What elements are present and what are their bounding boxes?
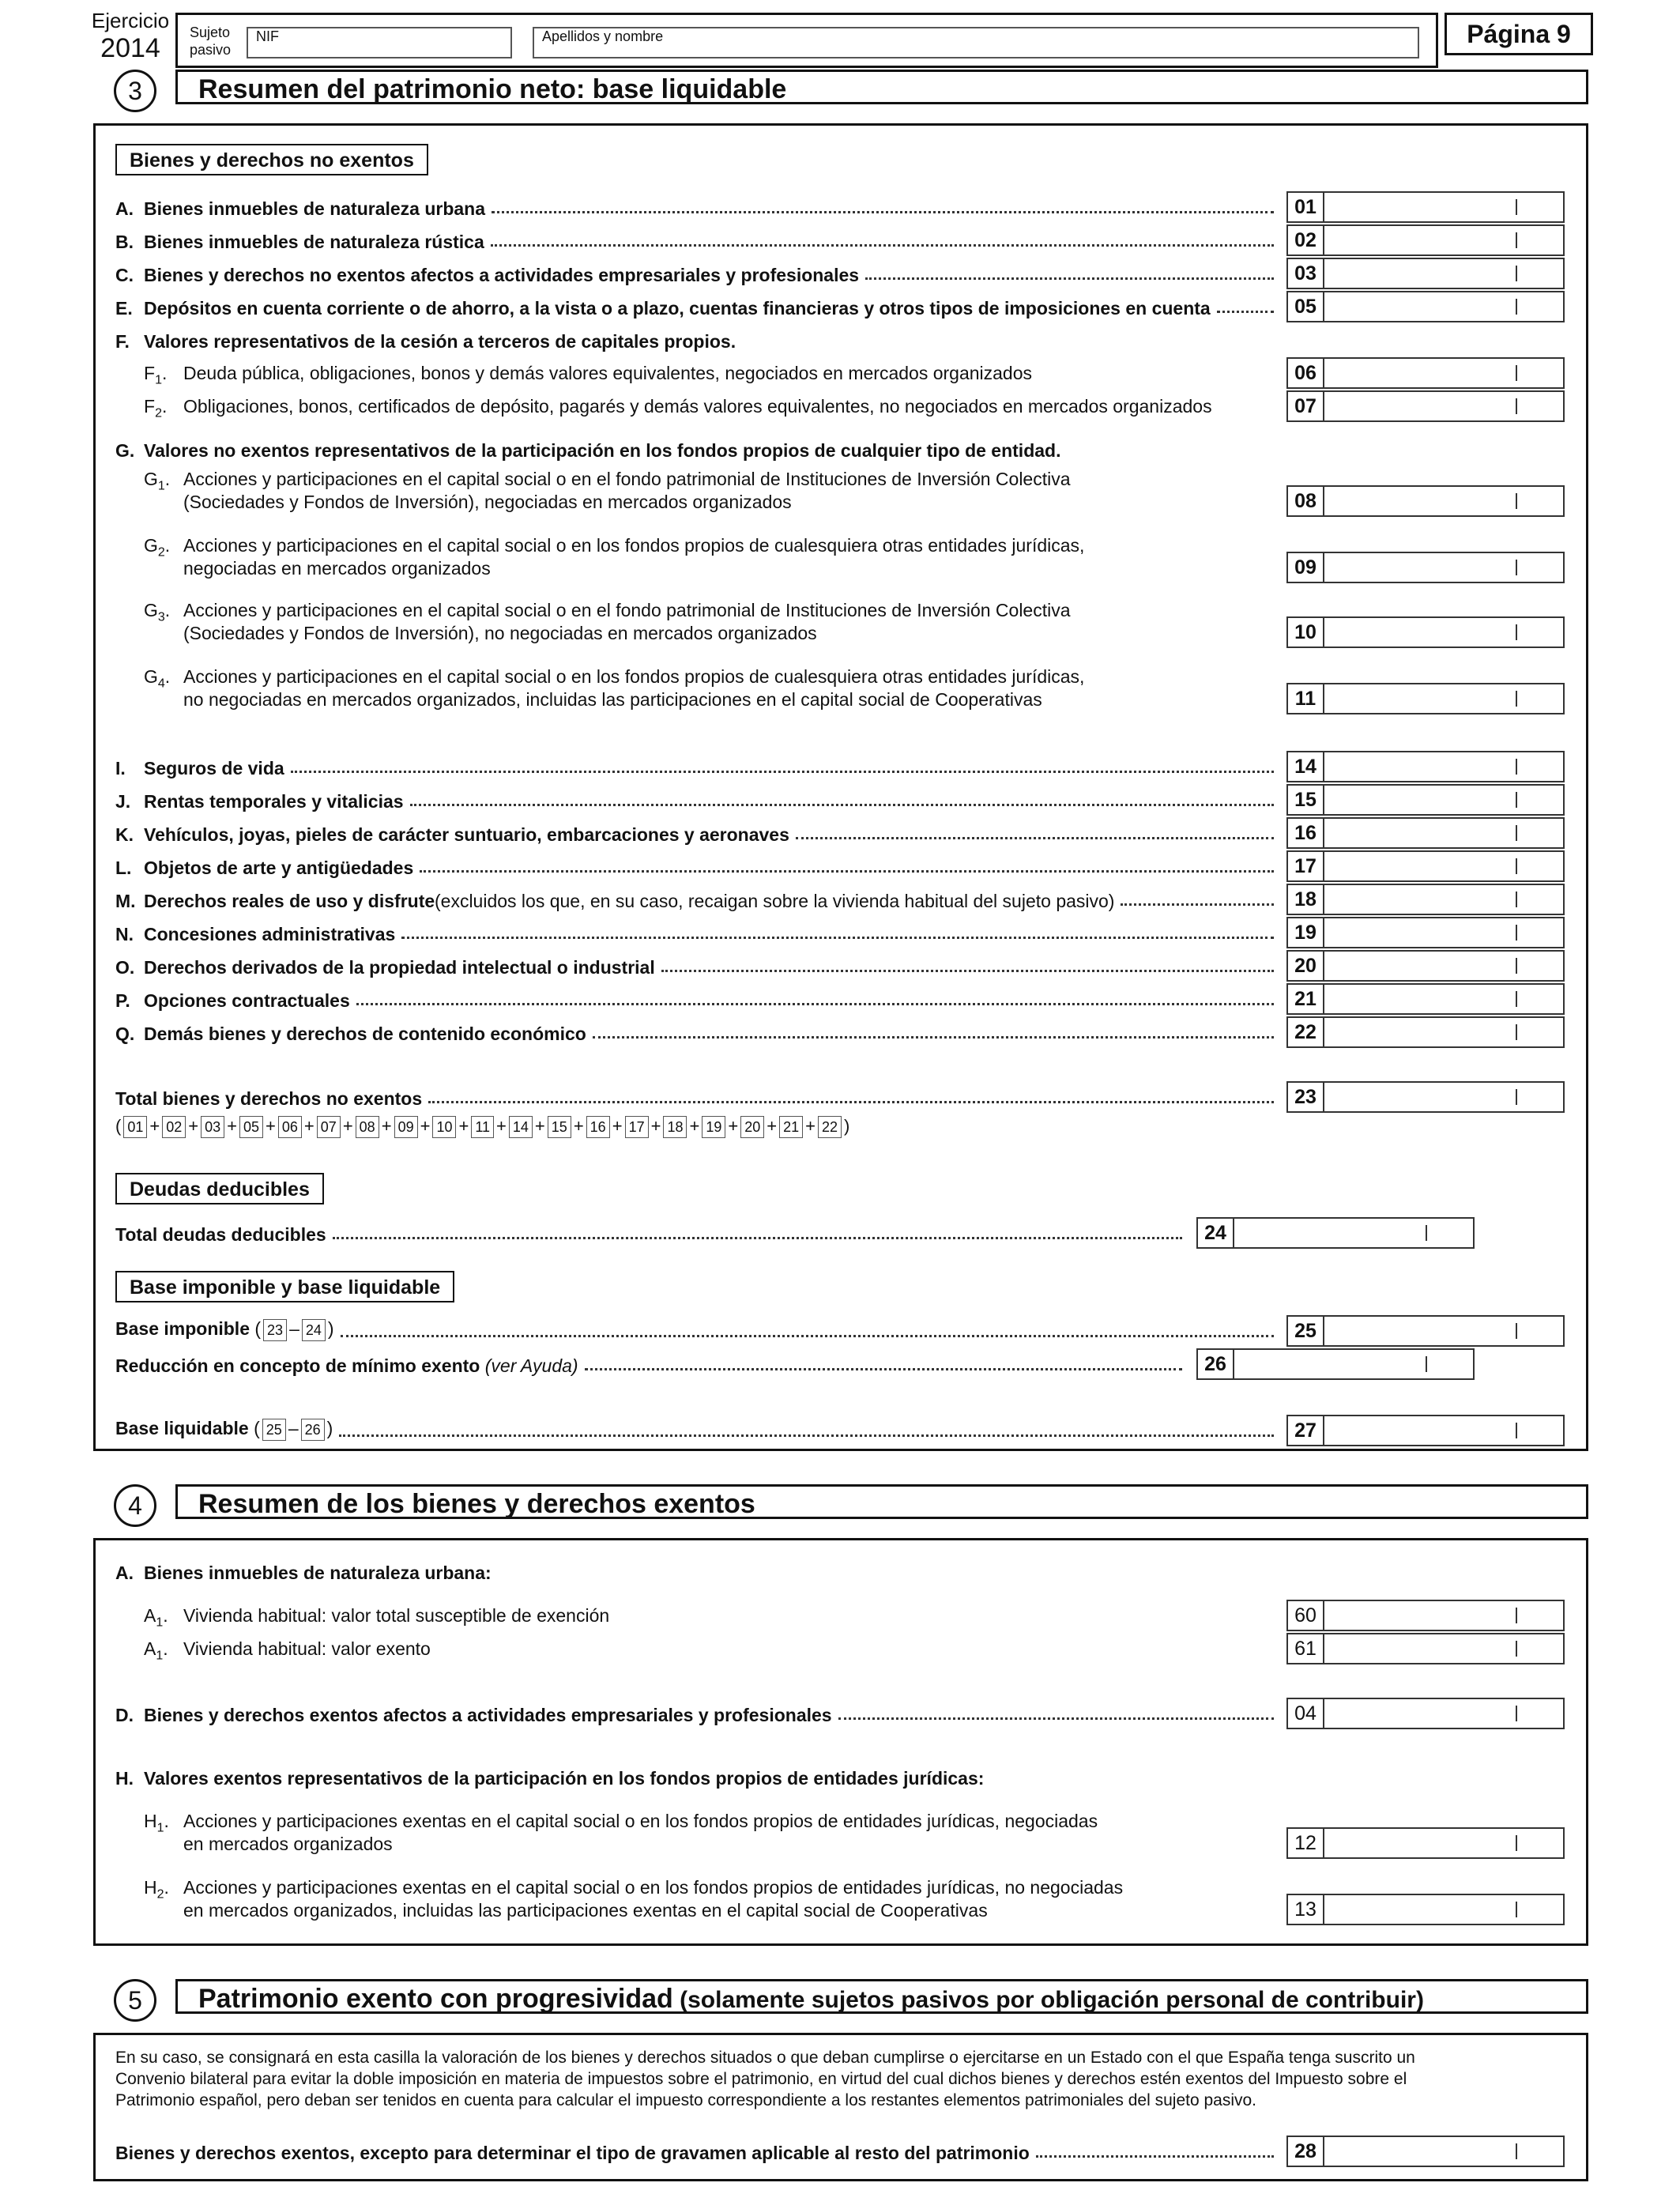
s5-leader <box>1036 2155 1274 2158</box>
row-o-leader <box>661 970 1274 972</box>
row-b-decimal-separator <box>1516 232 1517 248</box>
formula-ref-box: 25 <box>262 1419 286 1441</box>
s5-decimal-separator <box>1516 2143 1517 2159</box>
s4-row-d-row <box>115 1698 1285 1729</box>
row-e-input[interactable] <box>1286 291 1565 322</box>
row-g1-prefix: $G_1$. <box>144 469 171 493</box>
row-o-decimal-separator <box>1516 958 1517 974</box>
row-g3-label-line1: Acciones y participaciones en el capital social o en el fondo patrimonial de Instituciones de Inversión Colectiva <box>183 600 1071 620</box>
row-k-letter: K. <box>115 824 134 845</box>
row-f-letter: F. <box>115 331 130 352</box>
row-a-input[interactable] <box>1286 191 1565 223</box>
ejercicio-label: Ejercicio <box>91 9 170 32</box>
sujeto-pasivo-label: Sujeto pasivo <box>190 25 232 58</box>
row-g2-code: 09 <box>1288 553 1324 582</box>
row-g2-prefix: $G_2$. <box>144 535 171 560</box>
base-tag: Base imponible y base liquidable <box>115 1271 454 1302</box>
s4-row-h2-prefix: $H_2$. <box>144 1877 169 1902</box>
sum-plus: + <box>573 1116 584 1136</box>
total-bienes-code: 23 <box>1288 1083 1324 1111</box>
row-c-label: Bienes y derechos no exentos afectos a actividades empresariales y profesionales <box>144 265 860 285</box>
deudas-tag: Deudas deducibles <box>115 1173 324 1204</box>
row-g1-label-line2: (Sociedades y Fondos de Inversión), negociadas en mercados organizados <box>183 492 792 512</box>
sum-ref-box: 21 <box>779 1116 803 1138</box>
row-n-code: 19 <box>1288 918 1324 947</box>
row-j-row <box>115 784 1285 816</box>
row-f-label: Valores representativos de la cesión a terceros de capitales propios. <box>144 331 736 352</box>
row-g4-input[interactable] <box>1286 683 1565 714</box>
bienes-no-exentos-tag: Bienes y derechos no exentos <box>115 144 428 175</box>
row-j-label: Rentas temporales y vitalicias <box>144 791 404 812</box>
row-g3-label-line2: (Sociedades y Fondos de Inversión), no negociadas en mercados organizados <box>183 623 817 643</box>
base-imponible-leader <box>341 1335 1274 1337</box>
sum-plus: + <box>689 1116 700 1136</box>
row-q-row <box>115 1016 1285 1048</box>
apellidos-nombre-field[interactable]: Apellidos y nombre <box>533 27 1419 58</box>
sum-ref-box: 11 <box>471 1116 494 1138</box>
row-b-label: Bienes inmuebles de naturaleza rústica <box>144 232 484 252</box>
row-b-code: 02 <box>1288 226 1324 254</box>
row-b-input[interactable] <box>1286 224 1565 256</box>
s4-row-d-leader <box>838 1717 1274 1720</box>
deudas-decimal-separator <box>1426 1225 1427 1241</box>
sum-plus: + <box>149 1116 160 1136</box>
row-o-letter: O. <box>115 957 135 978</box>
s4-row-d-decimal-separator <box>1516 1706 1517 1721</box>
row-l-letter: L. <box>115 858 132 878</box>
s4-row-h1-prefix: $H_1$. <box>144 1811 169 1835</box>
sum-plus: + <box>420 1116 431 1136</box>
base-liquidable-leader <box>339 1434 1274 1437</box>
row-n-letter: N. <box>115 924 134 944</box>
row-a-code: 01 <box>1288 193 1324 221</box>
row-g4-decimal-separator <box>1516 691 1517 707</box>
base-liquidable-decimal-separator <box>1516 1423 1517 1438</box>
row-j-leader <box>410 804 1274 806</box>
nif-field[interactable]: NIF <box>247 27 512 58</box>
s4-row-h1-input[interactable] <box>1286 1827 1565 1859</box>
row-n-row <box>115 917 1285 948</box>
row-g-letter: G. <box>115 440 135 461</box>
row-i-row <box>115 751 1285 782</box>
row-f2-input[interactable] <box>1286 390 1565 422</box>
row-m-row <box>115 884 1285 915</box>
deudas-row <box>115 1217 1193 1249</box>
sum-ref-box: 09 <box>394 1116 418 1138</box>
s4-row-a1-exento-input[interactable] <box>1286 1633 1565 1664</box>
s4-row-d-input[interactable] <box>1286 1698 1565 1729</box>
row-e-leader <box>1217 311 1274 313</box>
row-e-label: Depósitos en cuenta corriente o de ahorro, a la vista o a plazo, cuentas financieras y otros tipos de imposiciones en cuenta <box>144 298 1211 319</box>
base-liquidable-row <box>115 1415 1285 1446</box>
row-g3-code: 10 <box>1288 618 1324 647</box>
s4-row-h-letter: H. <box>115 1768 134 1789</box>
s4-row-a1-total-decimal-separator <box>1516 1608 1517 1623</box>
row-e-row <box>115 291 1285 322</box>
row-i-leader <box>291 771 1274 773</box>
deudas-input[interactable] <box>1196 1217 1475 1249</box>
section-5-title: Patrimonio exento con progresividad (solamente sujetos pasivos por obligación personal de contribuir) <box>175 1979 1588 2014</box>
base-liquidable-label: Base liquidable ( 25 – 26 ) <box>115 1418 333 1441</box>
deudas-code: 24 <box>1198 1219 1234 1247</box>
row-p-decimal-separator <box>1516 991 1517 1007</box>
sum-ref-box: 22 <box>818 1116 842 1138</box>
s4-row-h2-label-line2: en mercados organizados, incluidas las participaciones exentas en el capital social de Cooperativas <box>183 1900 988 1921</box>
row-g-row <box>115 433 1285 465</box>
s4-row-d-letter: D. <box>115 1705 134 1725</box>
page-number: Página 9 <box>1445 13 1593 55</box>
row-n-decimal-separator <box>1516 925 1517 941</box>
formula-ref-box: 26 <box>301 1419 325 1441</box>
row-p-code: 21 <box>1288 985 1324 1013</box>
s4-row-d-label: Bienes y derechos exentos afectos a actividades empresariales y profesionales <box>144 1705 832 1725</box>
row-j-input[interactable] <box>1286 784 1565 816</box>
sum-ref-box: 06 <box>278 1116 302 1138</box>
sum-ref-box: 19 <box>702 1116 725 1138</box>
row-n-leader <box>401 937 1274 939</box>
s4-row-a1-total-label: Vivienda habitual: valor total susceptible de exención <box>183 1605 610 1626</box>
s4-row-h2-decimal-separator <box>1516 1902 1517 1917</box>
sum-plus: + <box>496 1116 507 1136</box>
sum-plus: + <box>805 1116 816 1136</box>
row-c-code: 03 <box>1288 259 1324 288</box>
reduccion-input[interactable] <box>1196 1348 1475 1380</box>
row-q-leader <box>593 1036 1274 1039</box>
sum-plus: + <box>381 1116 392 1136</box>
row-c-input[interactable] <box>1286 258 1565 289</box>
row-g1-code: 08 <box>1288 487 1324 515</box>
s4-row-h1-code: 12 <box>1288 1829 1324 1857</box>
row-p-input[interactable] <box>1286 983 1565 1015</box>
s5-row <box>115 2136 1285 2167</box>
sum-ref-box: 20 <box>740 1116 764 1138</box>
sum-ref-box: 03 <box>201 1116 224 1138</box>
row-g3-input[interactable] <box>1286 616 1565 648</box>
row-f1-code: 06 <box>1288 359 1324 387</box>
s4-row-a1-exento-prefix: $A_1$. <box>144 1638 168 1663</box>
sum-ref-box: 02 <box>162 1116 186 1138</box>
s4-row-h2-input[interactable] <box>1286 1894 1565 1925</box>
row-g3-decimal-separator <box>1516 624 1517 640</box>
row-p-label: Opciones contractuales <box>144 990 350 1011</box>
row-e-code: 05 <box>1288 292 1324 321</box>
row-b-leader <box>491 244 1274 247</box>
row-k-leader <box>796 837 1274 839</box>
row-q-code: 22 <box>1288 1018 1324 1046</box>
row-m-label: Derechos reales de uso y disfrute <box>144 891 435 911</box>
deudas-leader <box>333 1237 1182 1239</box>
row-b-letter: B. <box>115 232 134 252</box>
total-bienes-input[interactable] <box>1286 1081 1565 1113</box>
row-m-decimal-separator <box>1516 892 1517 907</box>
base-imponible-input[interactable] <box>1286 1315 1565 1347</box>
section-3-title: Resumen del patrimonio neto: base liquidable <box>175 70 1588 104</box>
row-p-leader <box>356 1003 1274 1005</box>
row-o-row <box>115 950 1285 982</box>
row-f1-prefix: $F_1$. <box>144 363 168 387</box>
s4-row-a-label: Bienes inmuebles de naturaleza urbana: <box>144 1563 492 1583</box>
row-k-label: Vehículos, joyas, pieles de carácter suntuario, embarcaciones y aeronaves <box>144 824 789 845</box>
row-c-leader <box>865 277 1274 280</box>
row-l-label: Objetos de arte y antigüedades <box>144 858 414 878</box>
row-n-label: Concesiones administrativas <box>144 924 396 944</box>
row-k-decimal-separator <box>1516 825 1517 841</box>
total-sum-formula: ( 01 + 02 + 03 + 05 + 06 + 07 + 08 + 09 + 10 + 11 + 14 + 15 + 16 + 17 + 18 + 19 + 20 + 21 + 22 ) <box>115 1113 849 1140</box>
reduccion-row <box>115 1348 1193 1380</box>
section-3-number: 3 <box>114 70 156 112</box>
sum-plus: + <box>188 1116 199 1136</box>
base-imponible-decimal-separator <box>1516 1323 1517 1339</box>
row-i-decimal-separator <box>1516 759 1517 775</box>
row-f2-prefix: $F_2$. <box>144 396 168 420</box>
row-g4-prefix: $G_4$. <box>144 666 171 691</box>
row-m-label-note: (excluidos los que, en su caso, recaigan sobre la vivienda habitual del sujeto pasivo) <box>435 891 1115 911</box>
row-m-letter: M. <box>115 891 136 911</box>
row-l-decimal-separator <box>1516 858 1517 874</box>
row-j-code: 15 <box>1288 786 1324 814</box>
row-c-letter: C. <box>115 265 134 285</box>
row-o-code: 20 <box>1288 952 1324 980</box>
s4-row-a1-total-code: 60 <box>1288 1601 1324 1630</box>
row-g4-label-line2: no negociadas en mercados organizados, incluidas las participaciones en el capital social de Cooperativas <box>183 689 1042 710</box>
s4-row-h1-label-line2: en mercados organizados <box>183 1834 393 1854</box>
row-l-row <box>115 850 1285 882</box>
row-m-leader <box>1121 903 1274 906</box>
total-bienes-row <box>115 1081 1285 1113</box>
row-p-letter: P. <box>115 990 130 1011</box>
s4-row-h1-label-line1: Acciones y participaciones exentas en el capital social o en los fondos propios de entidades jurídicas, negociadas <box>183 1811 1098 1831</box>
base-imponible-row <box>115 1315 1285 1347</box>
row-i-input[interactable] <box>1286 751 1565 782</box>
row-c-decimal-separator <box>1516 266 1517 281</box>
row-k-row <box>115 817 1285 849</box>
row-c-row <box>115 258 1285 289</box>
sum-ref-box: 05 <box>239 1116 263 1138</box>
row-g2-decimal-separator <box>1516 560 1517 575</box>
row-i-label: Seguros de vida <box>144 758 284 778</box>
section-4-title: Resumen de los bienes y derechos exentos <box>175 1484 1588 1519</box>
row-a-decimal-separator <box>1516 199 1517 215</box>
formula-ref-box: 24 <box>302 1319 326 1341</box>
row-g2-label-line2: negociadas en mercados organizados <box>183 558 491 579</box>
sum-plus: + <box>650 1116 661 1136</box>
row-a-label: Bienes inmuebles de naturaleza urbana <box>144 198 486 219</box>
deudas-label: Total deudas deducibles <box>115 1224 326 1245</box>
s4-row-h-label: Valores exentos representativos de la participación en los fondos propios de entidades jurídicas: <box>144 1768 985 1789</box>
row-f1-decimal-separator <box>1516 365 1517 381</box>
row-f2-label: Obligaciones, bonos, certificados de depósito, pagarés y demás valores equivalentes, no negociados en mercados organizados <box>183 396 1212 417</box>
sum-ref-box: 17 <box>625 1116 649 1138</box>
row-n-input[interactable] <box>1286 917 1565 948</box>
row-m-input[interactable] <box>1286 884 1565 915</box>
row-g1-label-line1: Acciones y participaciones en el capital social o en el fondo patrimonial de Instituciones de Inversión Colectiva <box>183 469 1071 489</box>
sum-ref-box: 08 <box>356 1116 379 1138</box>
row-g2-input[interactable] <box>1286 552 1565 583</box>
row-j-letter: J. <box>115 791 131 812</box>
row-f-row <box>115 324 1285 356</box>
s4-row-a1-exento-label: Vivienda habitual: valor exento <box>183 1638 431 1659</box>
s4-row-a-letter: A. <box>115 1563 134 1583</box>
row-g1-input[interactable] <box>1286 485 1565 517</box>
formula-ref-box: 23 <box>263 1319 287 1341</box>
base-liquidable-input[interactable] <box>1286 1415 1565 1446</box>
base-liquidable-code: 27 <box>1288 1416 1324 1445</box>
sum-ref-box: 07 <box>317 1116 341 1138</box>
row-q-decimal-separator <box>1516 1024 1517 1040</box>
row-f1-input[interactable] <box>1286 357 1565 389</box>
sum-plus: + <box>303 1116 315 1136</box>
row-o-label: Derechos derivados de la propiedad intelectual o industrial <box>144 957 655 978</box>
s4-row-d-code: 04 <box>1288 1699 1324 1728</box>
s4-row-h2-code: 13 <box>1288 1895 1324 1924</box>
row-a-leader <box>492 211 1274 213</box>
section-4-number: 4 <box>114 1484 156 1527</box>
section-5-number: 5 <box>114 1979 156 2022</box>
sum-plus: + <box>534 1116 545 1136</box>
row-g2-label-line1: Acciones y participaciones en el capital social o en los fondos propios de cualesquiera otras entidades jurídicas, <box>183 535 1085 556</box>
base-imponible-label: Base imponible ( 23 – 24 ) <box>115 1318 334 1341</box>
row-a-row <box>115 191 1285 223</box>
sum-ref-box: 18 <box>663 1116 687 1138</box>
row-i-code: 14 <box>1288 752 1324 781</box>
row-a-letter: A. <box>115 198 134 219</box>
row-g-label: Valores no exentos representativos de la participación en los fondos propios de cualquier tipo de entidad. <box>144 440 1061 461</box>
s4-row-a1-exento-decimal-separator <box>1516 1641 1517 1657</box>
row-l-leader <box>420 870 1274 873</box>
row-g3-prefix: $G_3$. <box>144 600 171 624</box>
reduccion-leader <box>585 1368 1182 1370</box>
row-l-input[interactable] <box>1286 850 1565 882</box>
sum-plus: + <box>227 1116 237 1136</box>
row-m-code: 18 <box>1288 885 1324 914</box>
row-p-row <box>115 983 1285 1015</box>
sum-plus: + <box>266 1116 276 1136</box>
section-5-explanation: En su caso, se consignará en esta casilla la valoración de los bienes y derechos situados o que deban cumplirse o ejercitarse en un Estado con el que España tenga suscrito un Convenio bilateral para evitar la doble imposición en materia de impuestos sobre el patrimonio, en virtud del cual dichos bienes y derechos estén exentos del Impuesto sobre el Patrimonio español, pero deban ser tenidos en cuenta para calcular el impuesto correspondiente a los restantes elementos patrimoniales del sujeto pasivo. <box>115 2049 1415 2109</box>
s4-row-h1-decimal-separator <box>1516 1835 1517 1851</box>
sum-ref-box: 10 <box>432 1116 456 1138</box>
row-o-input[interactable] <box>1286 950 1565 982</box>
sum-plus: + <box>728 1116 739 1136</box>
row-e-letter: E. <box>115 298 133 319</box>
total-bienes-label: Total bienes y derechos no exentos <box>115 1088 423 1109</box>
s4-row-a1-total-prefix: $A_1$. <box>144 1605 168 1630</box>
sum-ref-box: 16 <box>586 1116 610 1138</box>
row-g4-label-line1: Acciones y participaciones en el capital social o en los fondos propios de cualesquiera otras entidades jurídicas, <box>183 666 1085 687</box>
sum-ref-box: 15 <box>548 1116 571 1138</box>
reduccion-decimal-separator <box>1426 1356 1427 1372</box>
row-q-label: Demás bienes y derechos de contenido económico <box>144 1023 586 1044</box>
row-g1-decimal-separator <box>1516 493 1517 509</box>
s5-label: Bienes y derechos exentos, excepto para determinar el tipo de gravamen aplicable al resto del patrimonio <box>115 2143 1030 2163</box>
sum-plus: + <box>458 1116 469 1136</box>
row-e-decimal-separator <box>1516 299 1517 315</box>
s4-row-a1-exento-code: 61 <box>1288 1634 1324 1663</box>
s4-row-a-row <box>115 1555 1285 1587</box>
row-q-letter: Q. <box>115 1023 135 1044</box>
s5-input[interactable] <box>1286 2136 1565 2167</box>
sum-plus: + <box>767 1116 778 1136</box>
row-b-row <box>115 224 1285 256</box>
row-g4-code: 11 <box>1288 684 1324 713</box>
s4-row-h-row <box>115 1761 1285 1793</box>
row-f2-code: 07 <box>1288 392 1324 420</box>
row-f1-label: Deuda pública, obligaciones, bonos y demás valores equivalentes, negociados en mercados organizados <box>183 363 1033 383</box>
ejercicio-year: 2014 <box>100 33 160 63</box>
row-k-code: 16 <box>1288 819 1324 847</box>
row-l-code: 17 <box>1288 852 1324 880</box>
reduccion-code: 26 <box>1198 1350 1234 1378</box>
row-f2-decimal-separator <box>1516 398 1517 414</box>
total-bienes-leader <box>428 1101 1274 1103</box>
sum-plus: + <box>612 1116 623 1136</box>
s4-row-h2-label-line1: Acciones y participaciones exentas en el capital social o en los fondos propios de entidades jurídicas, no negociadas <box>183 1877 1124 1898</box>
s5-code: 28 <box>1288 2137 1324 2166</box>
sum-plus: + <box>342 1116 353 1136</box>
sum-ref-box: 01 <box>123 1116 147 1138</box>
row-j-decimal-separator <box>1516 792 1517 808</box>
sum-ref-box: 14 <box>509 1116 533 1138</box>
row-i-letter: I. <box>115 758 126 778</box>
total-bienes-decimal-separator <box>1516 1089 1517 1105</box>
row-q-input[interactable] <box>1286 1016 1565 1048</box>
row-k-input[interactable] <box>1286 817 1565 849</box>
s4-row-a1-total-input[interactable] <box>1286 1600 1565 1631</box>
reduccion-label: Reducción en concepto de mínimo exento (ver Ayuda) <box>115 1355 578 1376</box>
base-imponible-code: 25 <box>1288 1317 1324 1345</box>
